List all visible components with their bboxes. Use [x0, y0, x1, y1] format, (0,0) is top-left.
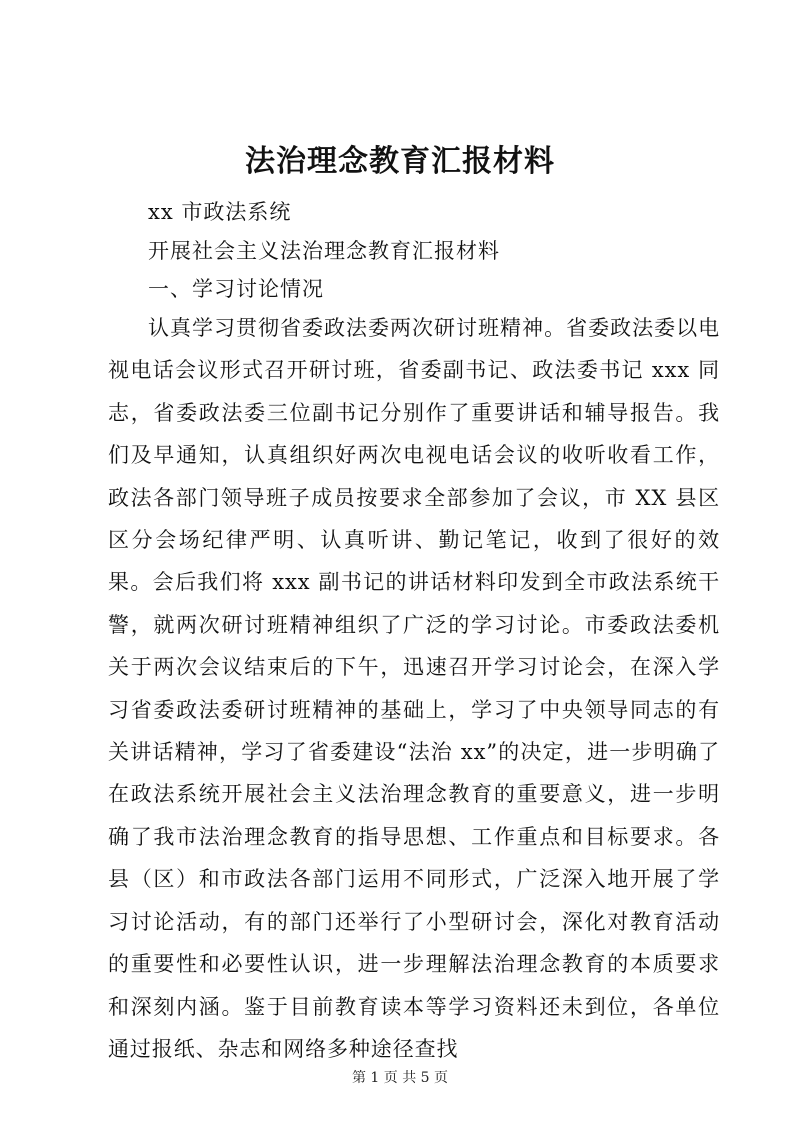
document-title: 法治理念教育汇报材料 [245, 144, 555, 179]
body-paragraph: 认真学习贯彻省委政法委两次研讨班精神。省委政法委以电视电话会议形式召开研讨班，省委副书记、政法委书记 xxx 同志，省委政法委三位副书记分别作了重要讲话和辅导报告。我们及早通知，认真组织好两次电视电话会议的收听收看工作，政法各部门领导班子成员按要求全部参加了会议，市 XX 县区区分会场纪律严明、认真听讲、勤记笔记，收到了很好的效果。会后我们将 xxx 副书记的讲话材料印发到全市政法系统干警，就两次研讨班精神组织了广泛的学习讨论。市委政法委机关于两次会议结束后的下午，迅速召开学习讨论会，在深入学习省委政法委研讨班精神的基础上，学习了中央领导同志的有关讲话精神，学习了省委建设“法治 xx”的决定，进一步明确了在政法系统开展社会主义法治理念教育的重要意义，进一步明确了我市法治理念教育的指导思想、工作重点和目标要求。各县（区）和市政法各部门运用不同形式，广泛深入地开展了学习讨论活动，有的部门还举行了小型研讨会，深化对教育活动的重要性和必要性认识，进一步理解法治理念教育的本质要求和深刻内涵。鉴于目前教育读本等学习资料还未到位，各单位通过报纸、杂志和网络多种途径查找 [108, 316, 720, 1061]
page-footer: 第 1 页 共 5 页 [351, 1070, 449, 1086]
subtitle-line: 开展社会主义法治理念教育汇报材料 [148, 239, 500, 263]
organization-line: xx 市政法系统 [148, 200, 292, 224]
section-heading: 一、学习讨论情况 [148, 277, 324, 301]
